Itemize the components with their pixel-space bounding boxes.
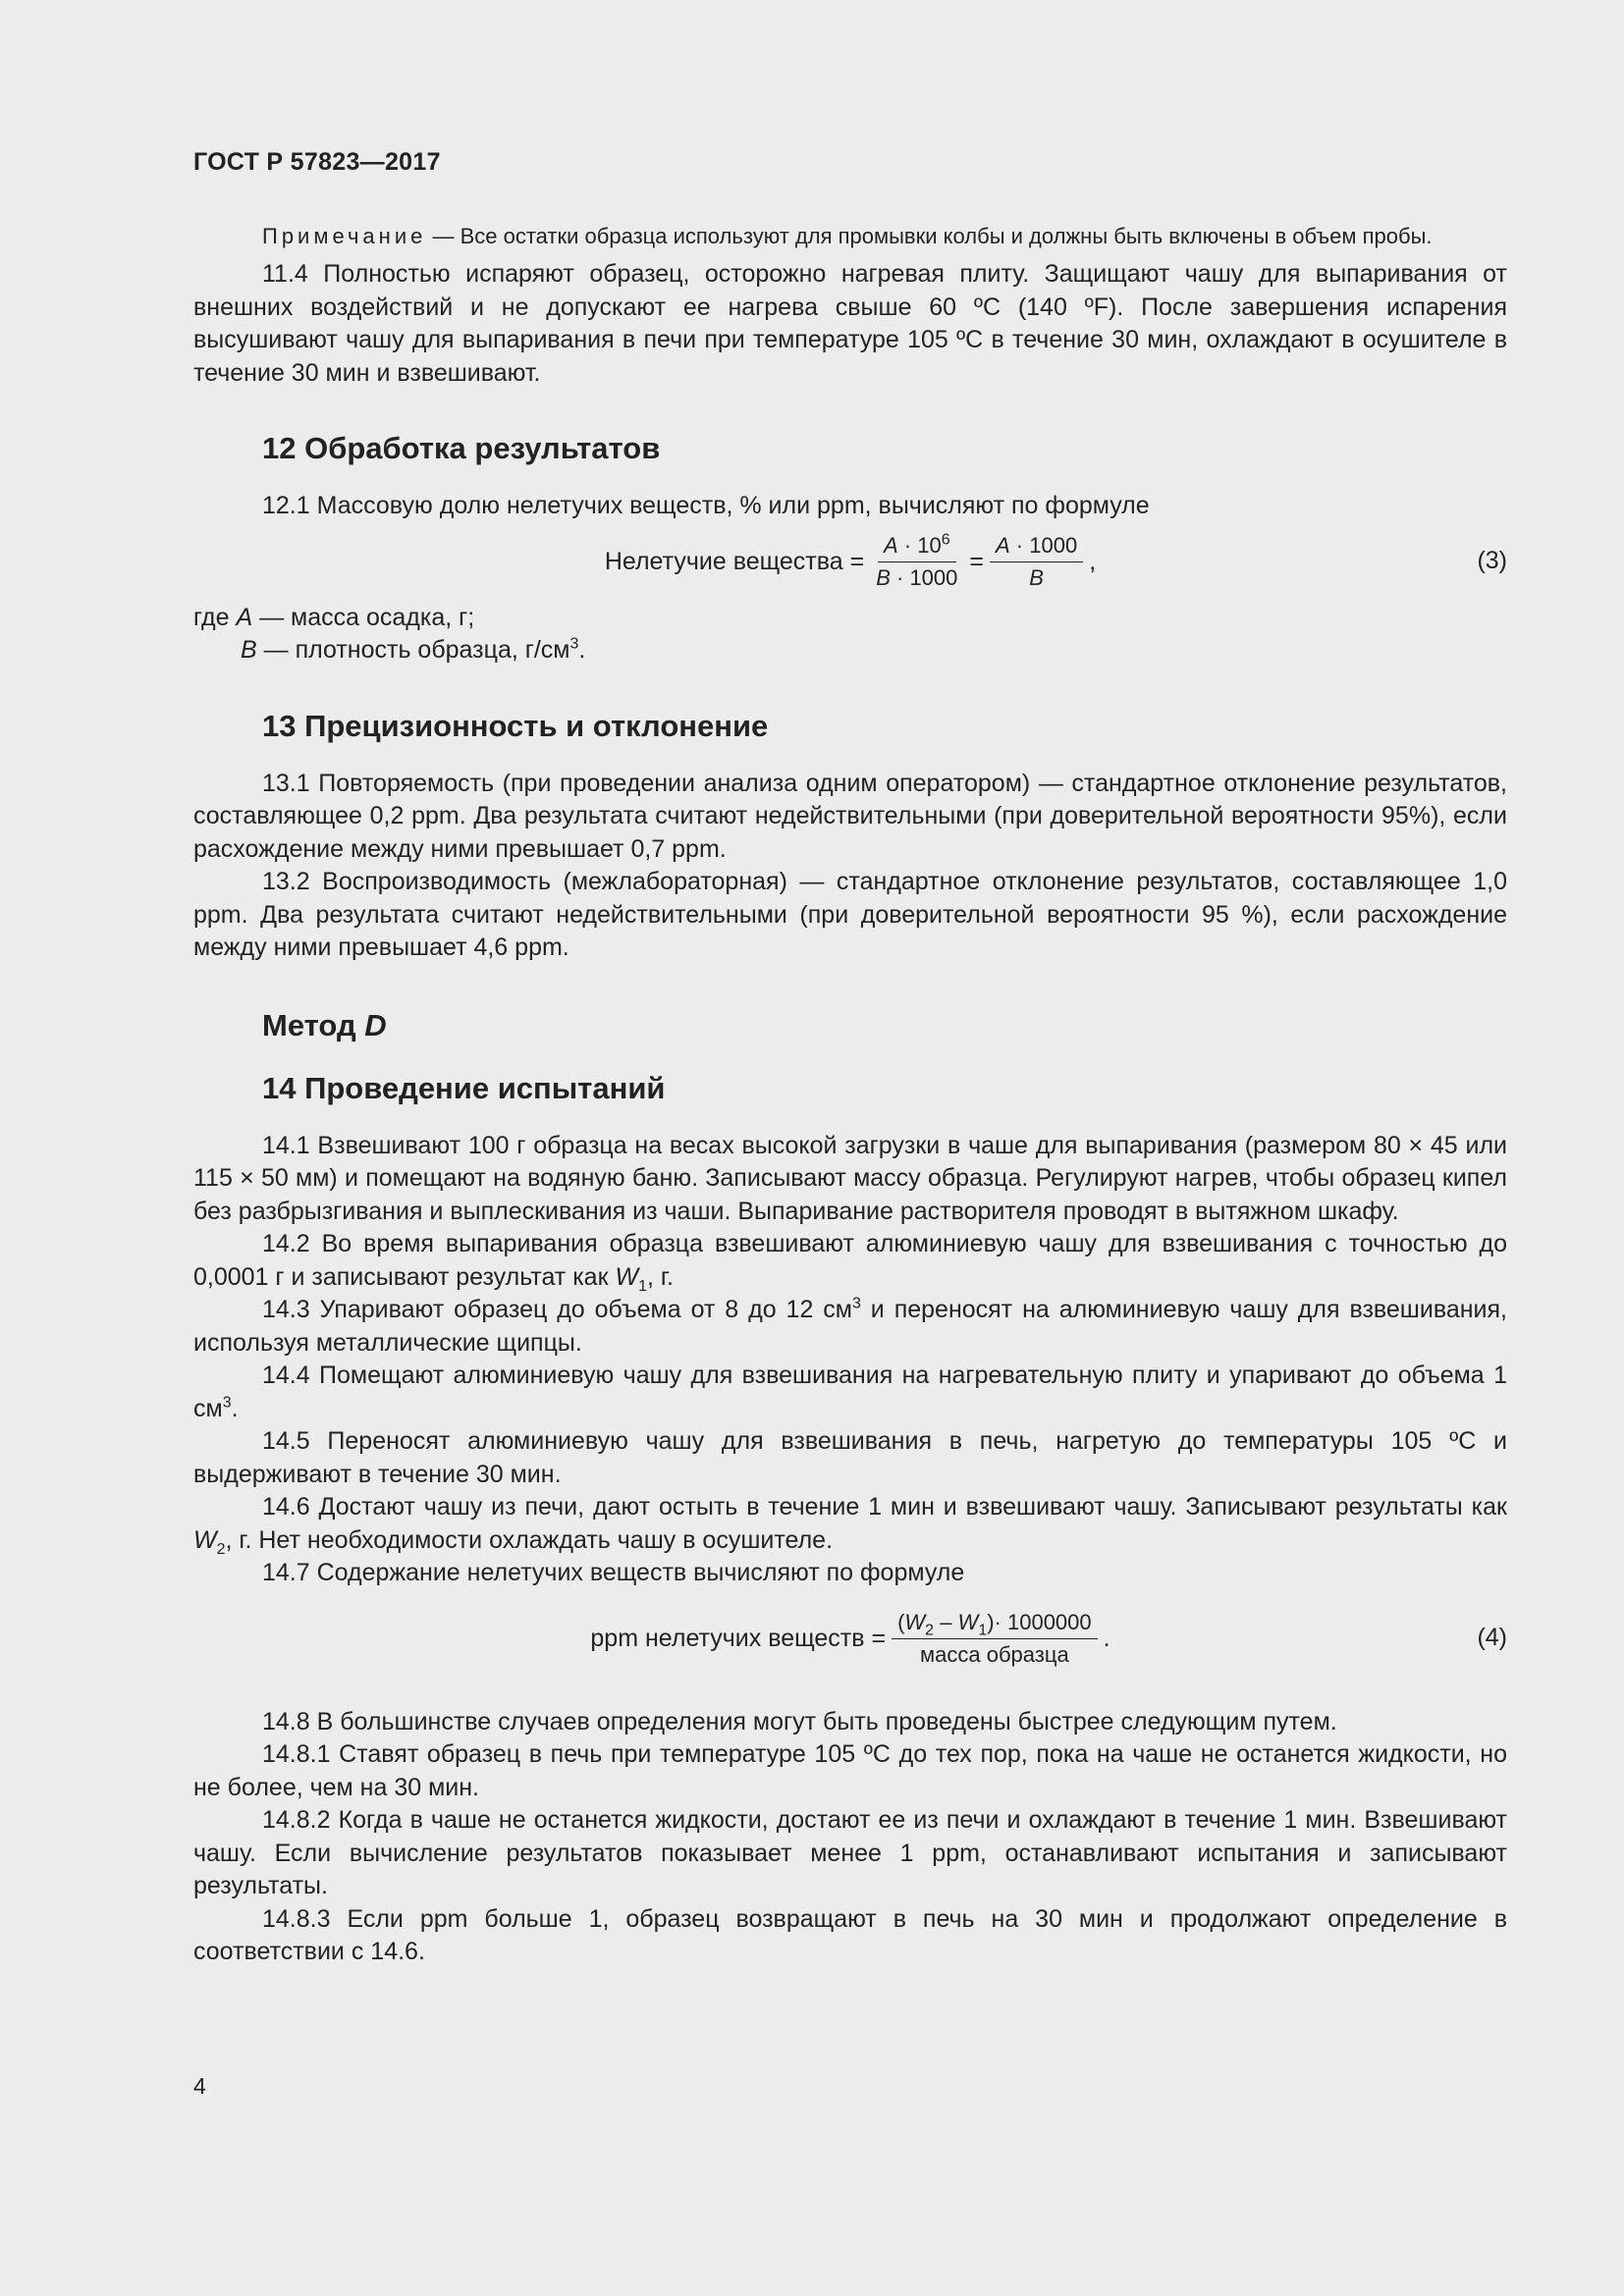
denominator-text: · 1000 bbox=[890, 565, 958, 590]
var-w: W bbox=[193, 1525, 217, 1554]
paragraph-13-1: 13.1 Повторяемость (при проведении анализа одним оператором) — стандартное отклонение результатов, составляющее 0,2 ppm. Два результата считают недействительными (при доверительной вероятности 95%), если расхождение между ними превышает 0,7 ppm. bbox=[193, 769, 1507, 863]
formula-4 bbox=[193, 1600, 1507, 1688]
formula-3-tail: , bbox=[1089, 547, 1097, 575]
formula-4-fraction bbox=[892, 1609, 1098, 1669]
method-letter: D bbox=[364, 1007, 387, 1042]
section-heading-12: 12 Обработка результатов bbox=[262, 431, 661, 465]
formula-3-expression bbox=[193, 523, 1507, 602]
note-label: Примечание bbox=[262, 224, 427, 248]
where-line-1 bbox=[193, 602, 1507, 635]
numerator-text: · 10 bbox=[897, 533, 942, 558]
superscript: 3 bbox=[851, 1295, 861, 1312]
paren-open: ( bbox=[897, 1610, 905, 1634]
paragraph-text: 14.3 Упаривают образец до объема от 8 до 12 см bbox=[262, 1296, 852, 1323]
method-text: Метод bbox=[262, 1007, 365, 1042]
paragraph-text-end: , г. Нет необходимости охлаждать чашу в осушителе. bbox=[225, 1525, 834, 1554]
paragraph-14-8-1: 14.8.1 Ставят образец в печь при температуре 105 ºС до тех пор, пока на чаше не останется жидкости, но не более, чем на 30 мин. bbox=[193, 1740, 1507, 1801]
numerator-text: · 1000 bbox=[1009, 533, 1078, 558]
fraction-denominator: масса образца bbox=[920, 1642, 1069, 1667]
formula-3 bbox=[193, 523, 1507, 602]
var-b: B bbox=[876, 565, 891, 590]
exponent: 6 bbox=[941, 531, 950, 549]
paragraph-text: 14.6 Достают чашу из печи, дают остыть в течение 1 мин и взвешивают чашу. Записывают результаты как bbox=[262, 1493, 1507, 1521]
formula-4-tail: . bbox=[1103, 1624, 1110, 1652]
fraction-1-denominator bbox=[870, 562, 963, 592]
section-heading-14: 14 Проведение испытаний bbox=[262, 1070, 666, 1105]
formula-4-number: (4) bbox=[1477, 1623, 1507, 1651]
fraction-numerator bbox=[892, 1609, 1098, 1639]
paragraph-14-1: 14.1 Взвешивают 100 г образца на весах высокой загрузки в чаше для выпаривания (размером 80 × 45 или 115 × 50 мм) и помещают на водяную баню. Записывают массу образца. Регулируют нагрев, чтобы образец кипел без разбрызгивания и выплескивания из чаши. Выпаривание растворителя проводят в вытяжном шкафу. bbox=[193, 1131, 1507, 1225]
fraction-1-numerator bbox=[878, 532, 956, 562]
var-a: A bbox=[883, 533, 898, 558]
fraction-2-denominator bbox=[1023, 562, 1050, 592]
minus-sign: – bbox=[934, 1610, 958, 1634]
where-b-end: . bbox=[578, 636, 586, 664]
method-heading bbox=[193, 1006, 1507, 1045]
formula-3-equals: = bbox=[969, 547, 984, 575]
paragraph-11-4: 11.4 Полностью испаряют образец, осторожно нагревая плиту. Защищают чашу для выпаривания от внешних воздействий и не допускают ее нагрева свыше 60 ºС (140 ºF). После завершения испарения высушивают чашу для выпаривания в печи при температуре 105 ºС в течение 30 мин, охлаждают в осушителе в течение 30 мин и взвешивают. bbox=[193, 260, 1507, 387]
paragraph-12-1: 12.1 Массовую долю нелетучих веществ, % или ppm, вычисляют по формуле bbox=[262, 492, 1150, 519]
formula-3-number: (3) bbox=[1477, 546, 1507, 574]
subscript: 2 bbox=[216, 1540, 226, 1558]
page-number: 4 bbox=[193, 2073, 206, 2099]
formula-3-fraction-1 bbox=[870, 532, 963, 592]
subscript: 2 bbox=[925, 1622, 935, 1639]
paragraph-13-2: 13.2 Воспроизводимость (межлабораторная) — стандартное отклонение результатов, составляющее 1,0 ppm. Два результата считают недействительными (при доверительной вероятности 95 %), если расхождение между ними превышает 4,6 ppm. bbox=[193, 868, 1507, 961]
formula-3-fraction-2 bbox=[990, 532, 1083, 592]
paren-close: )· 1000000 bbox=[987, 1610, 1092, 1634]
subscript: 1 bbox=[978, 1622, 988, 1639]
paragraph-text: 14.4 Помещают алюминиевую чашу для взвешивания на нагревательную плиту и упаривают до объема 1 см bbox=[193, 1362, 1507, 1422]
note-text: — Все остатки образца используют для промывки колбы и должны быть включены в объем пробы. bbox=[426, 224, 1433, 248]
paragraph-14-2 bbox=[193, 1228, 1507, 1294]
formula-4-expression bbox=[193, 1600, 1507, 1679]
paragraph-14-4 bbox=[193, 1360, 1507, 1425]
where-line-2 bbox=[193, 634, 1507, 667]
paragraph-text: 14.2 Во время выпаривания образца взвешивают алюминиевую чашу для взвешивания с точностью до 0,0001 г и записывают результат как bbox=[193, 1230, 1507, 1291]
paragraph-14-5: 14.5 Переносят алюминиевую чашу для взвешивания в печь, нагретую до температуры 105 ºС и выдерживают в течение 30 мин. bbox=[193, 1427, 1507, 1488]
fraction-2-numerator bbox=[990, 532, 1083, 562]
var-b: B bbox=[241, 636, 257, 664]
var-w2: W bbox=[904, 1610, 926, 1634]
document-body bbox=[193, 222, 1507, 1969]
note-paragraph bbox=[193, 222, 1507, 250]
formula-3-lhs: Нелетучие вещества = bbox=[604, 547, 865, 575]
var-a: A bbox=[996, 533, 1010, 558]
where-b-text: — плотность образца, г/см bbox=[256, 636, 570, 664]
paragraph-text-end: . bbox=[231, 1394, 239, 1422]
where-prefix: где bbox=[193, 603, 237, 631]
var-a: A bbox=[236, 603, 253, 631]
paragraph-14-7: 14.7 Содержание нелетучих веществ вычисляют по формуле bbox=[262, 1559, 965, 1586]
section-heading-13: 13 Прецизионность и отклонение bbox=[262, 708, 769, 743]
var-b: B bbox=[1029, 565, 1044, 590]
var-w1: W bbox=[957, 1610, 979, 1634]
formula-4-lhs: ppm нелетучих веществ = bbox=[590, 1624, 887, 1652]
subscript: 1 bbox=[638, 1277, 647, 1295]
document-header: ГОСТ Р 57823—2017 bbox=[193, 148, 441, 176]
paragraph-text-end: , г. bbox=[646, 1262, 674, 1291]
superscript: 3 bbox=[222, 1394, 232, 1412]
unit-exponent: 3 bbox=[569, 635, 579, 653]
paragraph-14-8-3: 14.8.3 Если ppm больше 1, образец возвращают в печь на 30 мин и продолжают определение в соответствии с 14.6. bbox=[193, 1904, 1507, 1965]
paragraph-14-6 bbox=[193, 1491, 1507, 1557]
var-w: W bbox=[615, 1262, 639, 1291]
where-a-text: — масса осадка, г; bbox=[252, 603, 475, 631]
paragraph-14-8-2: 14.8.2 Когда в чаше не останется жидкости, достают ее из печи и охлаждают в течение 1 мин. Взвешивают чашу. Если вычисление результатов показывает менее 1 ppm, останавливают испытания и записывают результаты. bbox=[193, 1806, 1507, 1899]
paragraph-14-8: 14.8 В большинстве случаев определения могут быть проведены быстрее следующим путем. bbox=[262, 1707, 1337, 1735]
paragraph-14-3 bbox=[193, 1294, 1507, 1360]
paragraph-text-end: и переносят на алюминиевую чашу для взвешивания, используя металлические щипцы. bbox=[193, 1296, 1507, 1357]
